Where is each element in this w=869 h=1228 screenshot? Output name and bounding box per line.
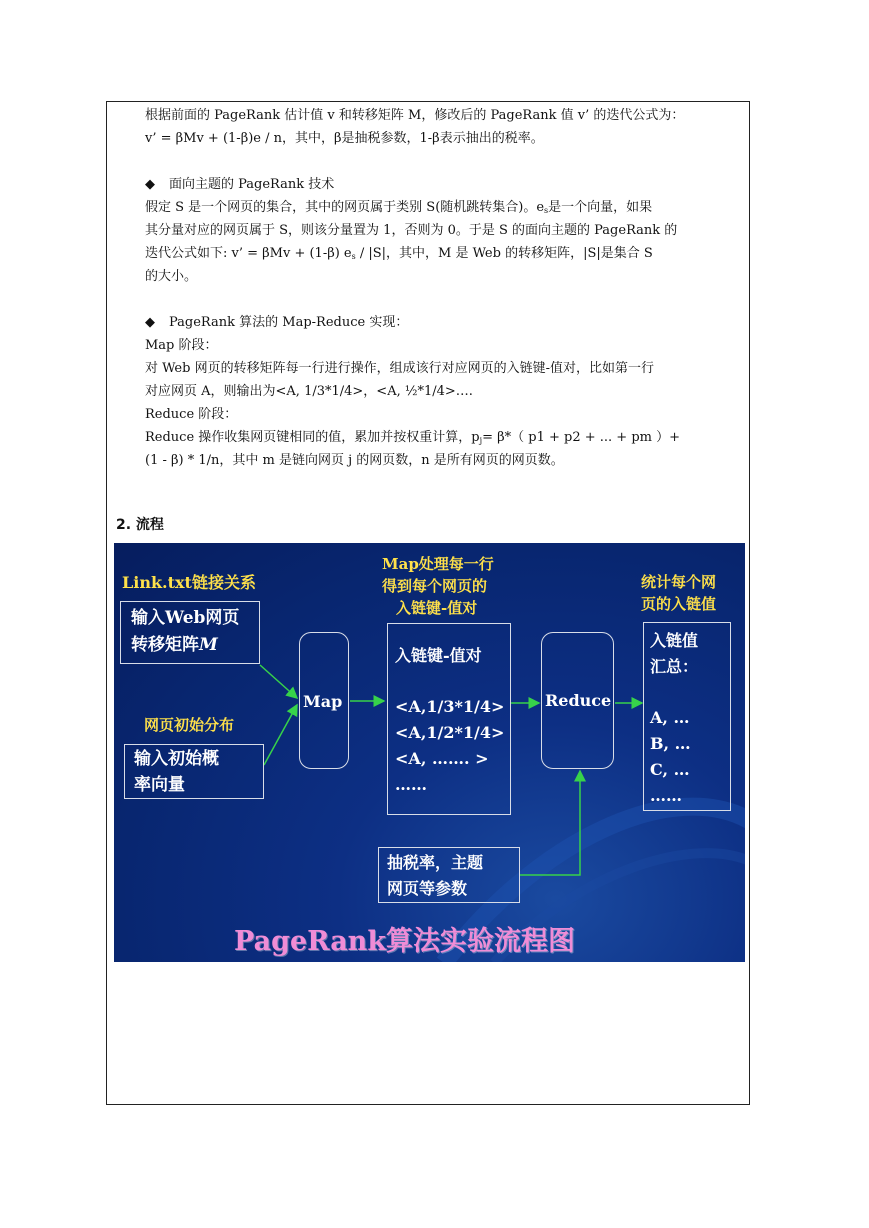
pagerank-flow-diagram — [114, 543, 745, 962]
stat-title-line2: 页的入链值 — [641, 595, 717, 613]
arrow-input-to-map — [260, 665, 297, 698]
init-vector-line1: 输入初始概 — [134, 749, 219, 769]
params-line1: 抽税率，主题 — [387, 853, 484, 872]
map-label: Map — [303, 692, 343, 711]
text-run: 假定 S 是一个网页的集合，其中的网页属于类别 S(随机跳转集合)。e — [145, 200, 545, 215]
map-title-line3: 入链键-值对 — [396, 599, 478, 617]
bullet-mapreduce — [145, 311, 408, 334]
matrix-symbol: M — [199, 635, 218, 655]
summary-title-line1: 入链值 — [650, 631, 699, 650]
bullet-text: 面向主题的 PageRank 技术 — [169, 177, 335, 192]
input-web-line1: 输入Web网页 — [131, 608, 240, 628]
section-heading: 2. 流程 — [116, 517, 164, 533]
text-run: 是一个向量，如果 — [548, 200, 653, 215]
reduce-stage-label: Reduce 阶段： — [145, 407, 238, 422]
paragraph-line: 其分量对应的网页属于 S，则该分量置为 1，否则为 0。于是 S 的面向主题的 PageRank 的 — [145, 223, 678, 238]
arrow-init-to-map — [264, 705, 297, 765]
diagram-footer-title: PageRank算法实验流程图 — [234, 926, 576, 957]
map-title-line1: Map处理每一行 — [382, 555, 494, 573]
kv-item: <A,1/3*1/4> — [395, 697, 505, 716]
paragraph-line — [145, 426, 745, 449]
bullet-topic-pagerank — [145, 173, 334, 196]
summary-item: C, … — [650, 760, 690, 779]
init-dist-title: 网页初始分布 — [144, 716, 235, 734]
subscript: s — [544, 206, 549, 215]
kv-title: 入链键-值对 — [395, 646, 482, 665]
stat-title-line1: 统计每个网 — [641, 573, 717, 591]
text-run: / |S|，其中，M 是 Web 的转移矩阵，|S|是集合 S — [355, 246, 653, 261]
paragraph-line: 的大小。 — [145, 269, 198, 284]
paragraph-line — [145, 242, 745, 265]
text-run: Reduce 操作收集网页键相同的值，累加并按权重计算，p — [145, 430, 480, 445]
summary-item: A, … — [650, 708, 690, 727]
text-run: 迭代公式如下: v’ = βMv + (1-β) e — [145, 246, 352, 261]
paragraph-line: v’ = βMv + (1-β)e / n，其中，β是抽税参数，1-β表示抽出的税率。 — [145, 131, 544, 146]
kv-item: <A,1/2*1/4> — [395, 723, 505, 742]
paragraph-line — [145, 196, 745, 219]
bullet-text: PageRank 算法的 Map-Reduce 实现： — [169, 315, 409, 330]
reduce-label: Reduce — [545, 691, 612, 710]
summary-item: …… — [650, 786, 682, 805]
diamond-bullet-icon: ◆ — [145, 177, 155, 192]
subscript: s — [351, 252, 356, 261]
summary-item: B, … — [650, 734, 691, 753]
input-web-line2 — [131, 632, 218, 659]
text-run: 转移矩阵 — [131, 635, 199, 655]
paragraph-line: 对应网页 A，则输出为<A, 1/3*1/4>，<A, ½*1/4>…. — [145, 384, 473, 399]
kv-item: …… — [395, 775, 427, 794]
paragraph-line: (1 - β) * 1/n，其中 m 是链向网页 j 的网页数，n 是所有网页的网页数。 — [145, 453, 564, 468]
map-title-line2: 得到每个网页的 — [382, 577, 488, 595]
link-txt-title: Link.txt链接关系 — [122, 573, 256, 592]
map-stage-label: Map 阶段： — [145, 338, 218, 353]
init-vector-line2: 率向量 — [134, 775, 185, 795]
params-line2: 网页等参数 — [387, 879, 468, 898]
text-run: = β*（ p1 + p2 + ... + pm ）+ — [482, 430, 680, 445]
paragraph-line: 对 Web 网页的转移矩阵每一行进行操作，组成该行对应网页的入链键-值对，比如第一行 — [145, 361, 654, 376]
subscript: j — [479, 436, 483, 445]
summary-title-line2: 汇总： — [650, 657, 699, 676]
paragraph-line: 根据前面的 PageRank 估计值 v 和转移矩阵 M，修改后的 PageRank 值 v’ 的迭代公式为： — [145, 108, 685, 123]
kv-item: <A, ……. > — [395, 749, 489, 768]
diamond-bullet-icon: ◆ — [145, 315, 155, 330]
